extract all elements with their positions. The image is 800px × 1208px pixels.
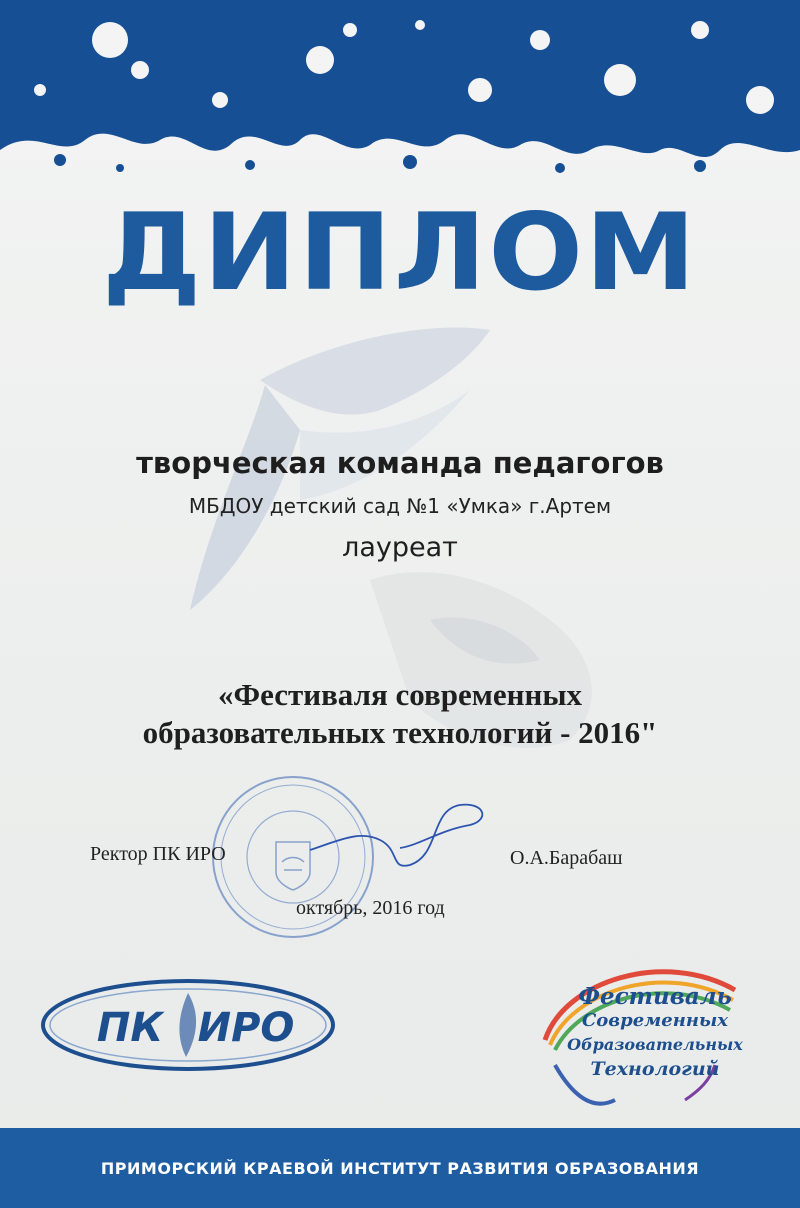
issue-date: октябрь, 2016 год: [296, 897, 445, 919]
festival-logo-line-4: Технологий: [590, 1058, 720, 1080]
festival-line-1: «Фестиваля современных: [217, 677, 583, 712]
diploma-title: ДИПЛОМ: [102, 191, 698, 314]
recipient-organization: МБДОУ детский сад №1 «Умка» г.Артем: [188, 494, 612, 518]
rector-signature: [300, 790, 500, 890]
festival-name: [0, 676, 800, 752]
pkiro-logo-left-text: ПК: [96, 1005, 164, 1051]
footer-bar: [0, 1128, 800, 1208]
festival-logo-line-2: Современных: [581, 1010, 729, 1031]
festival-logo-line-1: Фестиваль: [578, 983, 732, 1010]
festival-line-2: образовательных технологий - 2016": [142, 715, 658, 750]
festival-logo-line-3: Образовательных: [567, 1035, 743, 1054]
pkiro-logo: [38, 975, 338, 1075]
award-status: лауреат: [342, 532, 458, 563]
pkiro-logo-right-text: ИРО: [197, 1005, 295, 1051]
recipient-team: творческая команда педагогов: [136, 446, 664, 480]
institute-name: ПРИМОРСКИЙ КРАЕВОЙ ИНСТИТУТ РАЗВИТИЯ ОБРАЗОВАНИЯ: [100, 1158, 700, 1178]
signatory-name: О.А.Барабаш: [510, 847, 623, 869]
festival-logo-text: [560, 985, 750, 1081]
signatory-position: Ректор ПК ИРО: [90, 843, 226, 865]
blue-splash-header: [0, 0, 800, 180]
